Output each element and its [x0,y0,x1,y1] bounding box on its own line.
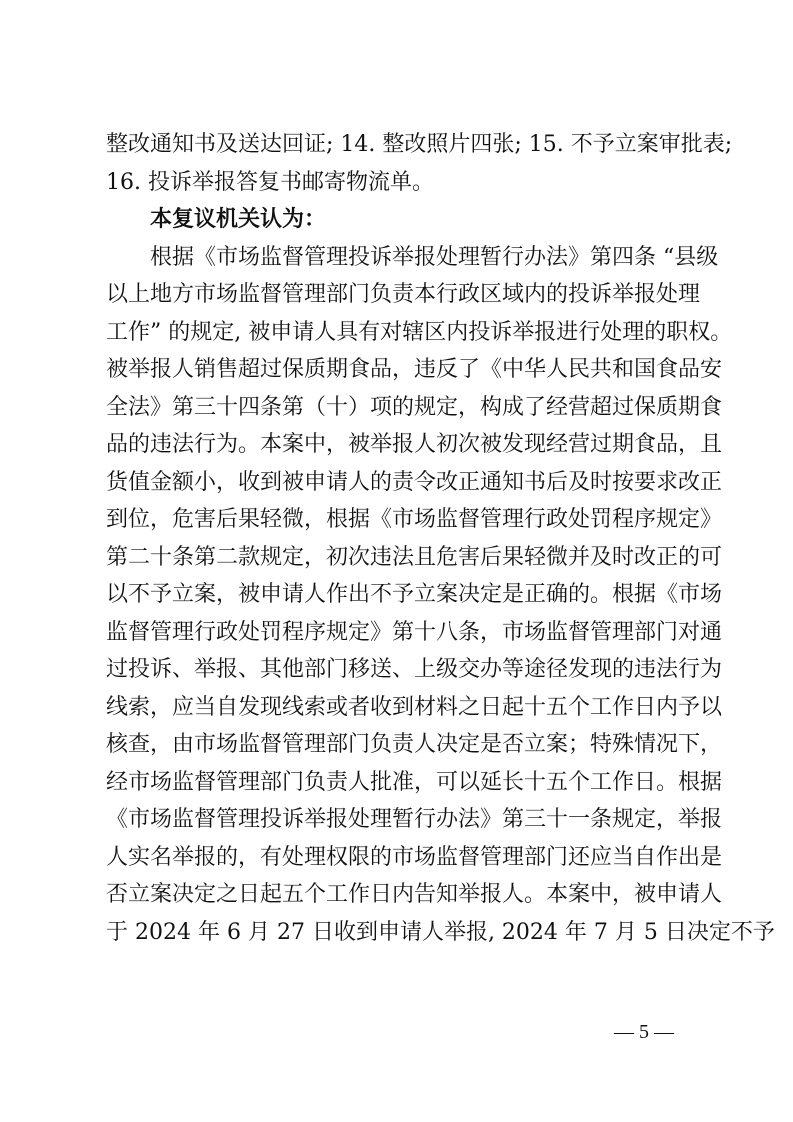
text-line: 过投诉、举报、其他部门移送、上级交办等途径发现的违法行为 [106,657,723,682]
text-line: 16. 投诉举报答复书邮寄物流单。 [106,169,434,195]
text-line: 全法》第三十四条第（十）项的规定，构成了经营超过保质期食 [106,394,723,420]
text-line: 以上地方市场监督管理部门负责本行政区域内的投诉举报处理 [106,282,701,307]
text-line: 于 2024 年 6 月 27 日收到申请人举报, 2024 年 7 月 5 日决定不予 [106,919,775,945]
text-line: 核查，由市场监督管理部门负责人决定是否立案；特殊情况下， [106,732,723,757]
text-line: 以不予立案，被申请人作出不予立案决定是正确的。根据《市场 [106,582,723,607]
text-line: 监督管理行政处罚程序规定》第十八条，市场监督管理部门对通 [106,619,723,645]
text-line: 工作” 的规定, 被申请人具有对辖区内投诉举报进行处理的职权。 [106,319,733,345]
text-line: 整改通知书及送达回证; 14. 整改照片四张; 15. 不予立案审批表; [106,132,733,157]
text-line: 品的违法行为。本案中，被举报人初次被发现经营过期食品，且 [106,432,723,457]
body-text [106,126,775,951]
text-line: 经市场监督管理部门负责人批准，可以延长十五个工作日。根据 [106,769,723,795]
text-line: 第二十条第二款规定，初次违法且危害后果轻微并及时改正的可 [106,544,723,570]
text-line: 人实名举报的，有处理权限的市场监督管理部门还应当自作出是 [106,844,723,870]
text-line: 到位，危害后果轻微，根据《市场监督管理行政处罚程序规定》 [106,507,723,532]
text-line: 线索，应当自发现线索或者收到材料之日起十五个工作日内予以 [106,694,723,720]
text-line: 《市场监督管理投诉举报处理暂行办法》第三十一条规定，举报 [106,807,723,832]
text-line: 否立案决定之日起五个工作日内告知举报人。本案中，被申请人 [106,882,723,907]
text-line: 被举报人销售超过保质期食品，违反了《中华人民共和国食品安 [106,357,723,382]
text-line: 根据《市场监督管理投诉举报处理暂行办法》第四条 “县级 [150,244,719,270]
text-line: 货值金额小，收到被申请人的责令改正通知书后及时按要求改正 [106,469,723,495]
section-heading: 本复议机关认为： [150,207,327,232]
page-number: — 5 — [614,1021,674,1043]
